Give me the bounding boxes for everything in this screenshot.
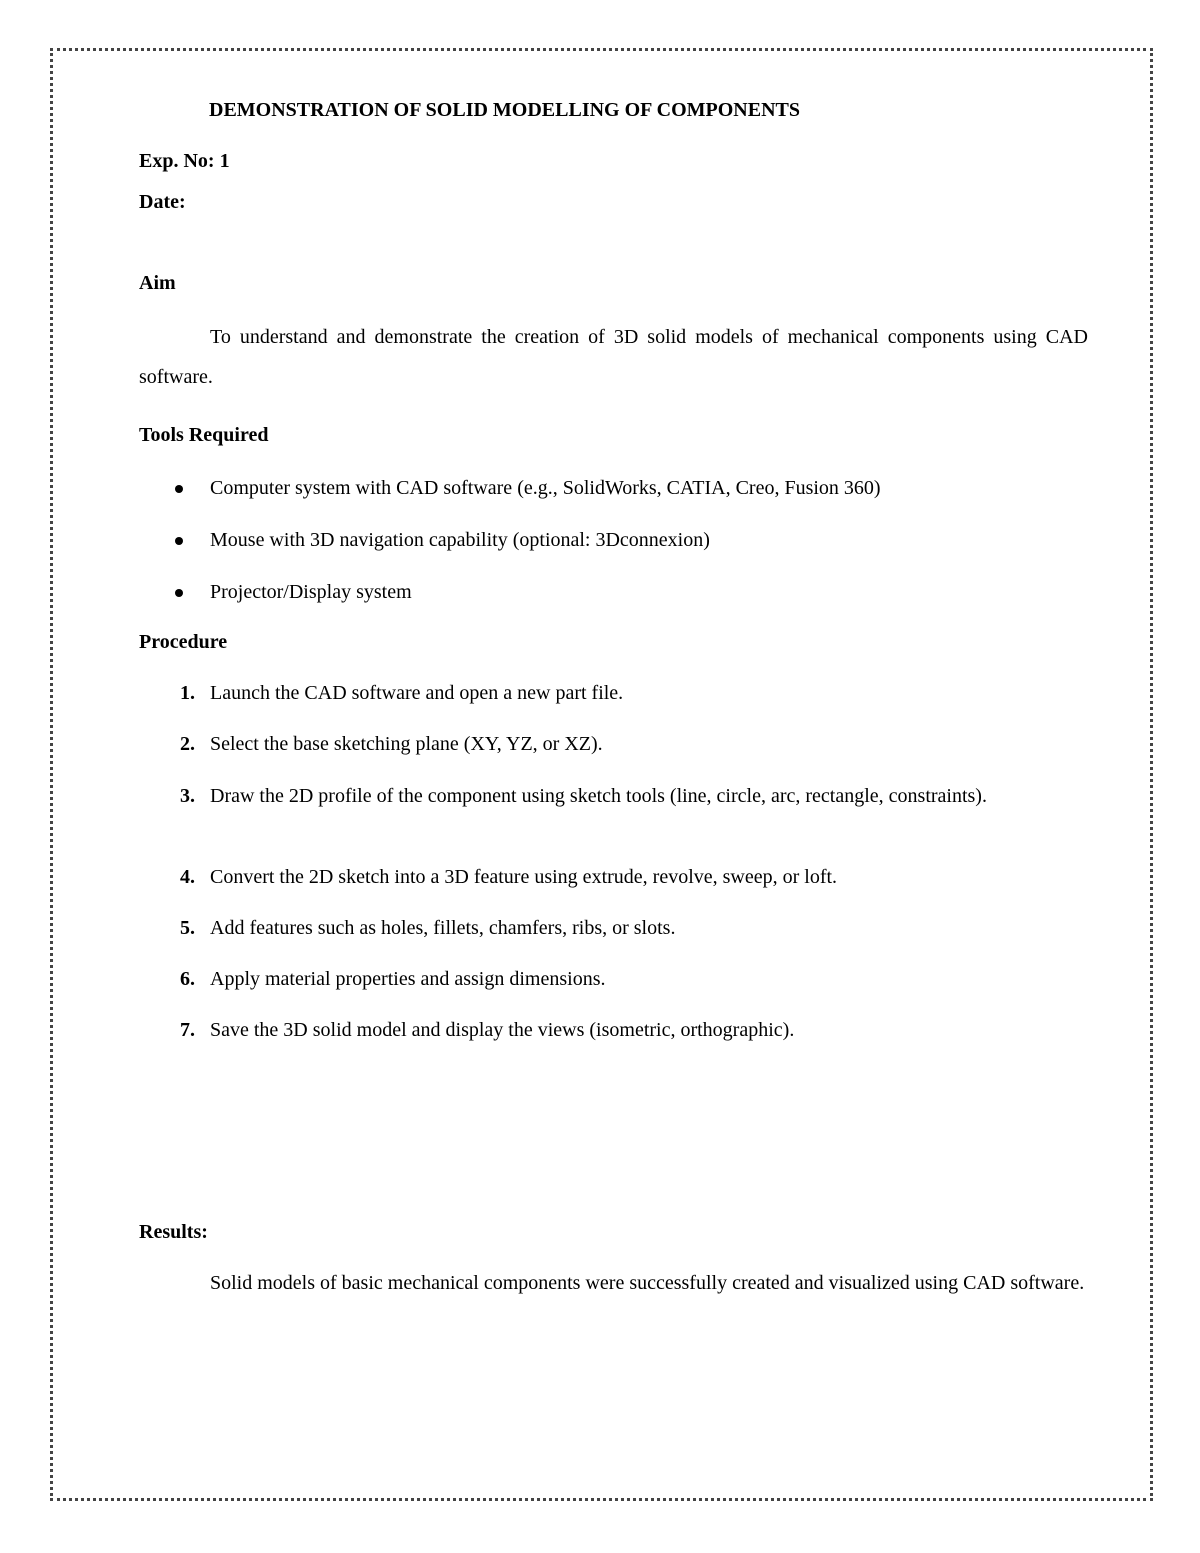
step-number: 6. — [180, 968, 195, 990]
page-title: DEMONSTRATION OF SOLID MODELLING OF COMPONENTS — [209, 99, 800, 121]
bullet-icon — [175, 485, 183, 493]
experiment-number: Exp. No: 1 — [139, 150, 230, 172]
tools-heading: Tools Required — [139, 424, 269, 446]
step-number: 1. — [180, 682, 195, 704]
step-number: 4. — [180, 866, 195, 888]
bullet-icon — [175, 537, 183, 545]
bullet-icon — [175, 589, 183, 597]
step-number: 3. — [180, 785, 195, 807]
date-label: Date: — [139, 191, 186, 213]
results-text: Solid models of basic mechanical components were successfully created and visualized using CAD software. — [210, 1272, 1085, 1294]
aim-heading: Aim — [139, 272, 176, 294]
step-number: 5. — [180, 917, 195, 939]
step-number: 2. — [180, 733, 195, 755]
procedure-heading: Procedure — [139, 631, 228, 653]
step-number: 7. — [180, 1019, 195, 1041]
results-heading: Results: — [139, 1221, 208, 1243]
aim-text: To understand and demonstrate the creation of 3D solid models of mechanical components using CAD software. — [139, 326, 1088, 388]
